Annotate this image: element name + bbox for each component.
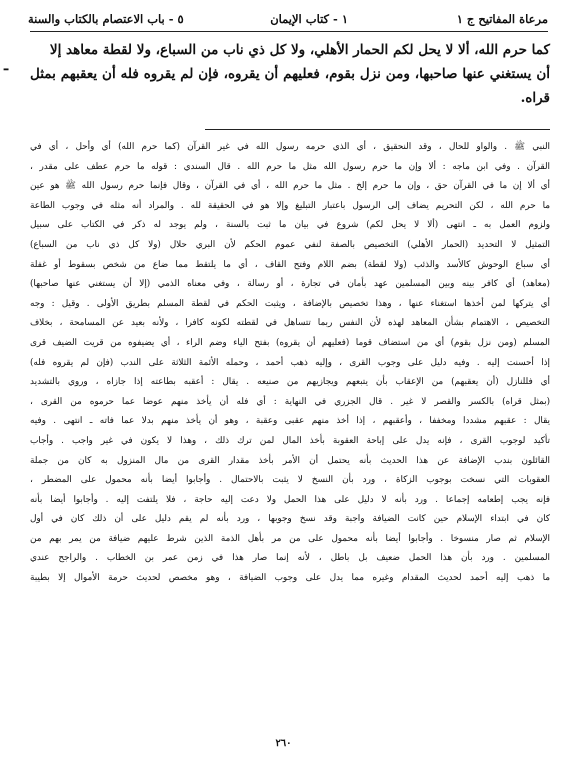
commentary-line: يقال : عقبهم مشددا ومخففا ، وأعقبهم ، إذا أخذ منهم عقبى وعقبة ، وهو أن يأخذ منهم بدلا عما فاته ـ انتهى . وفيه bbox=[30, 416, 550, 427]
commentary-line: العقوبات التي نسخت بوجوب الزكاة ، ورد بأن النسخ لا يثبت بالاحتمال . وأجابوا أيضا بأنه محمول على المضطر ، bbox=[30, 475, 550, 486]
commentary-line: الإسلام ثم صار منسوخا . وأجابوا أيضا بأنه محمول على من مر بأهل الذمة الذين شرط عليهم ضيافة من يمر بهم من bbox=[30, 533, 550, 544]
commentary-line: أي ألا إن ما في القرآن حق ، وإن ما حرم إلخ . مثل ما حرم الله ، أي في القرآن ، وقال فإنما حرم رسول الله ﷺ هو عين bbox=[30, 181, 550, 192]
commentary-line: فإنه يجب إطعامه إجماعا . ورد بأنه لا دليل على هذا الحمل ولا دعت إليه حاجة ، فلا يلتفت إليه . وأجابوا أيضا بأنه bbox=[30, 494, 550, 505]
commentary-divider bbox=[205, 129, 550, 130]
margin-mark: ـ bbox=[4, 58, 9, 74]
commentary-line: التمثيل لا التحديد (الحمار الأهلي) التخصيص بالصفة لنفي عموم الحكم لأن البري حلال (ولا كل ذي ناب من السباع) bbox=[30, 239, 550, 250]
commentary-line: أي فللنازل (أن يعقبهم) من الإعقاب بأن يتبعهم ويجازيهم من صنيعه . يقال : أعقبه بطاعته إذا جازاه ، وروي بالتشديد bbox=[30, 377, 550, 388]
commentary-line: (بمثل قراه) بالكسر والقصر لا غير . قال الجزري في النهاية : أي فله أن يأخذ منهم عوضا عما حرموه من القرى ، bbox=[30, 396, 550, 407]
commentary-line: القائلون بندب الإضافة عن هذا الحديث بأنه يحتمل أن الأمر بأخذ مقدار القرى من مال المنزول به كان من جملة bbox=[30, 455, 550, 466]
commentary-line: (معاهد) أي كافر بينه وبين المسلمين عهد بأمان في تجارة ، أو رسالة ، وفي معناه الذمي (إلا أن يستغني عنها صاحبها) bbox=[30, 279, 550, 290]
page-number: ٢٦٠ bbox=[275, 738, 292, 749]
commentary-line: كان في ابتداء الإسلام حين كانت الضيافة واجبة وقد نسخ وجوبها ، ورد بأنه لم يقم دليل على أن ذلك كان في أول bbox=[30, 514, 550, 525]
header-divider bbox=[30, 31, 548, 32]
header-chapter: ١ - كتاب الإيمان bbox=[270, 12, 348, 26]
commentary-line: ما حرم الله ، لكن التحريم يضاف إلى الرسول باعتبار التبليغ وإلا هو في الحقيقة لله . والمراد أنه مثله في وجوب الطاعة bbox=[30, 200, 550, 211]
commentary-line: المسلمين . ورد بأن هذا الحمل ضعيف بل باطل ، لأنه إنما صار هذا في زمن عمر بن الخطاب . والراجح عندي bbox=[30, 553, 550, 564]
commentary-line: ما ذهب إليه أحمد لحديث المقدام وغيره مما يدل على وجوب الضيافة ، وهو مخصص لحديث حرمة الأموال إلا بطيبة bbox=[30, 573, 550, 584]
running-header bbox=[28, 8, 548, 30]
commentary-line: النبي ﷺ . والواو للحال ، وقد النحقيق ، أي الذي حرمه رسول الله في غير القرآن (كما حرم الله) أي وأحل ، أي في bbox=[30, 142, 550, 152]
commentary-line: إذا أحسنت إليه . وفيه دليل على وجوب القرى ، وإليه ذهب أحمد ، وحمله الأئمة الثلاثة على الندب (فإن لم يقروه فله) bbox=[30, 357, 550, 368]
hadith-line-2: أن يستغني عنها صاحبها، ومن نزل بقوم، فعليهم أن يقروه، فإن لم يقروه فله أن يعقبهم بمثل قراه. bbox=[30, 66, 550, 106]
commentary-line: أي سباع الوحوش كالأسد والذئب (ولا لقطة) بضم اللام وفتح القاف ، أي ما يلتقط مما ضاع من شخص بسقوط أو غفلة bbox=[30, 259, 550, 270]
commentary-line: التخصيص ، الاهتمام بشأن المعاهد لهذه لأن النفس ربما تتساهل في لقطته لكونه كافرا ، ولأنه بعيد عن المسامحة ، بخلاف bbox=[30, 318, 550, 329]
commentary-line: القرآن . وفي ابن ماجه : ألا وإن ما حرم رسول الله مثل ما حرم الله . قال السندي : قوله ما حرم عطف على مقدر ، bbox=[30, 161, 550, 172]
commentary-line: تأكيد لوجوب القرى ، فإنه يدل على إباحة العقوبة بأخذ المال لمن ترك ذلك ، وهذا لا يكون في غير واجب . وأجاب bbox=[30, 435, 550, 446]
header-book-title: مرعاة المفاتيح ج ١ bbox=[456, 12, 548, 26]
commentary-line: المسلم (ومن نزل بقوم) أي من استضاف قوما (فعليهم أن يقروه) بفتح الياء وضم الراء ، أي يضيفوه من قريت الضيف قرى bbox=[30, 337, 550, 348]
commentary-line: ولزوم العمل به ـ انتهى (ألا لا يحل لكم) شروع في بيان ما ثبت بالسنة ، ولم يوجد له ذكر في الكتاب على سبيل bbox=[30, 220, 550, 231]
commentary-line: أي يتركها لمن أخذها استغناء عنها ، وهذا تخصيص بالإضافة ، ويثبت الحكم في لقطة المسلم بطريق الأولى . وقيل : وجه bbox=[30, 298, 550, 309]
hadith-text bbox=[30, 38, 550, 110]
hadith-line-1: كما حرم الله، ألا لا يحل لكم الحمار الأهلي، ولا كل ذي ناب من السباع، ولا لقطة معاهد إلا bbox=[49, 42, 550, 58]
commentary-text bbox=[30, 138, 550, 589]
header-section: ٥ - باب الاعتصام بالكتاب والسنة bbox=[28, 12, 184, 26]
